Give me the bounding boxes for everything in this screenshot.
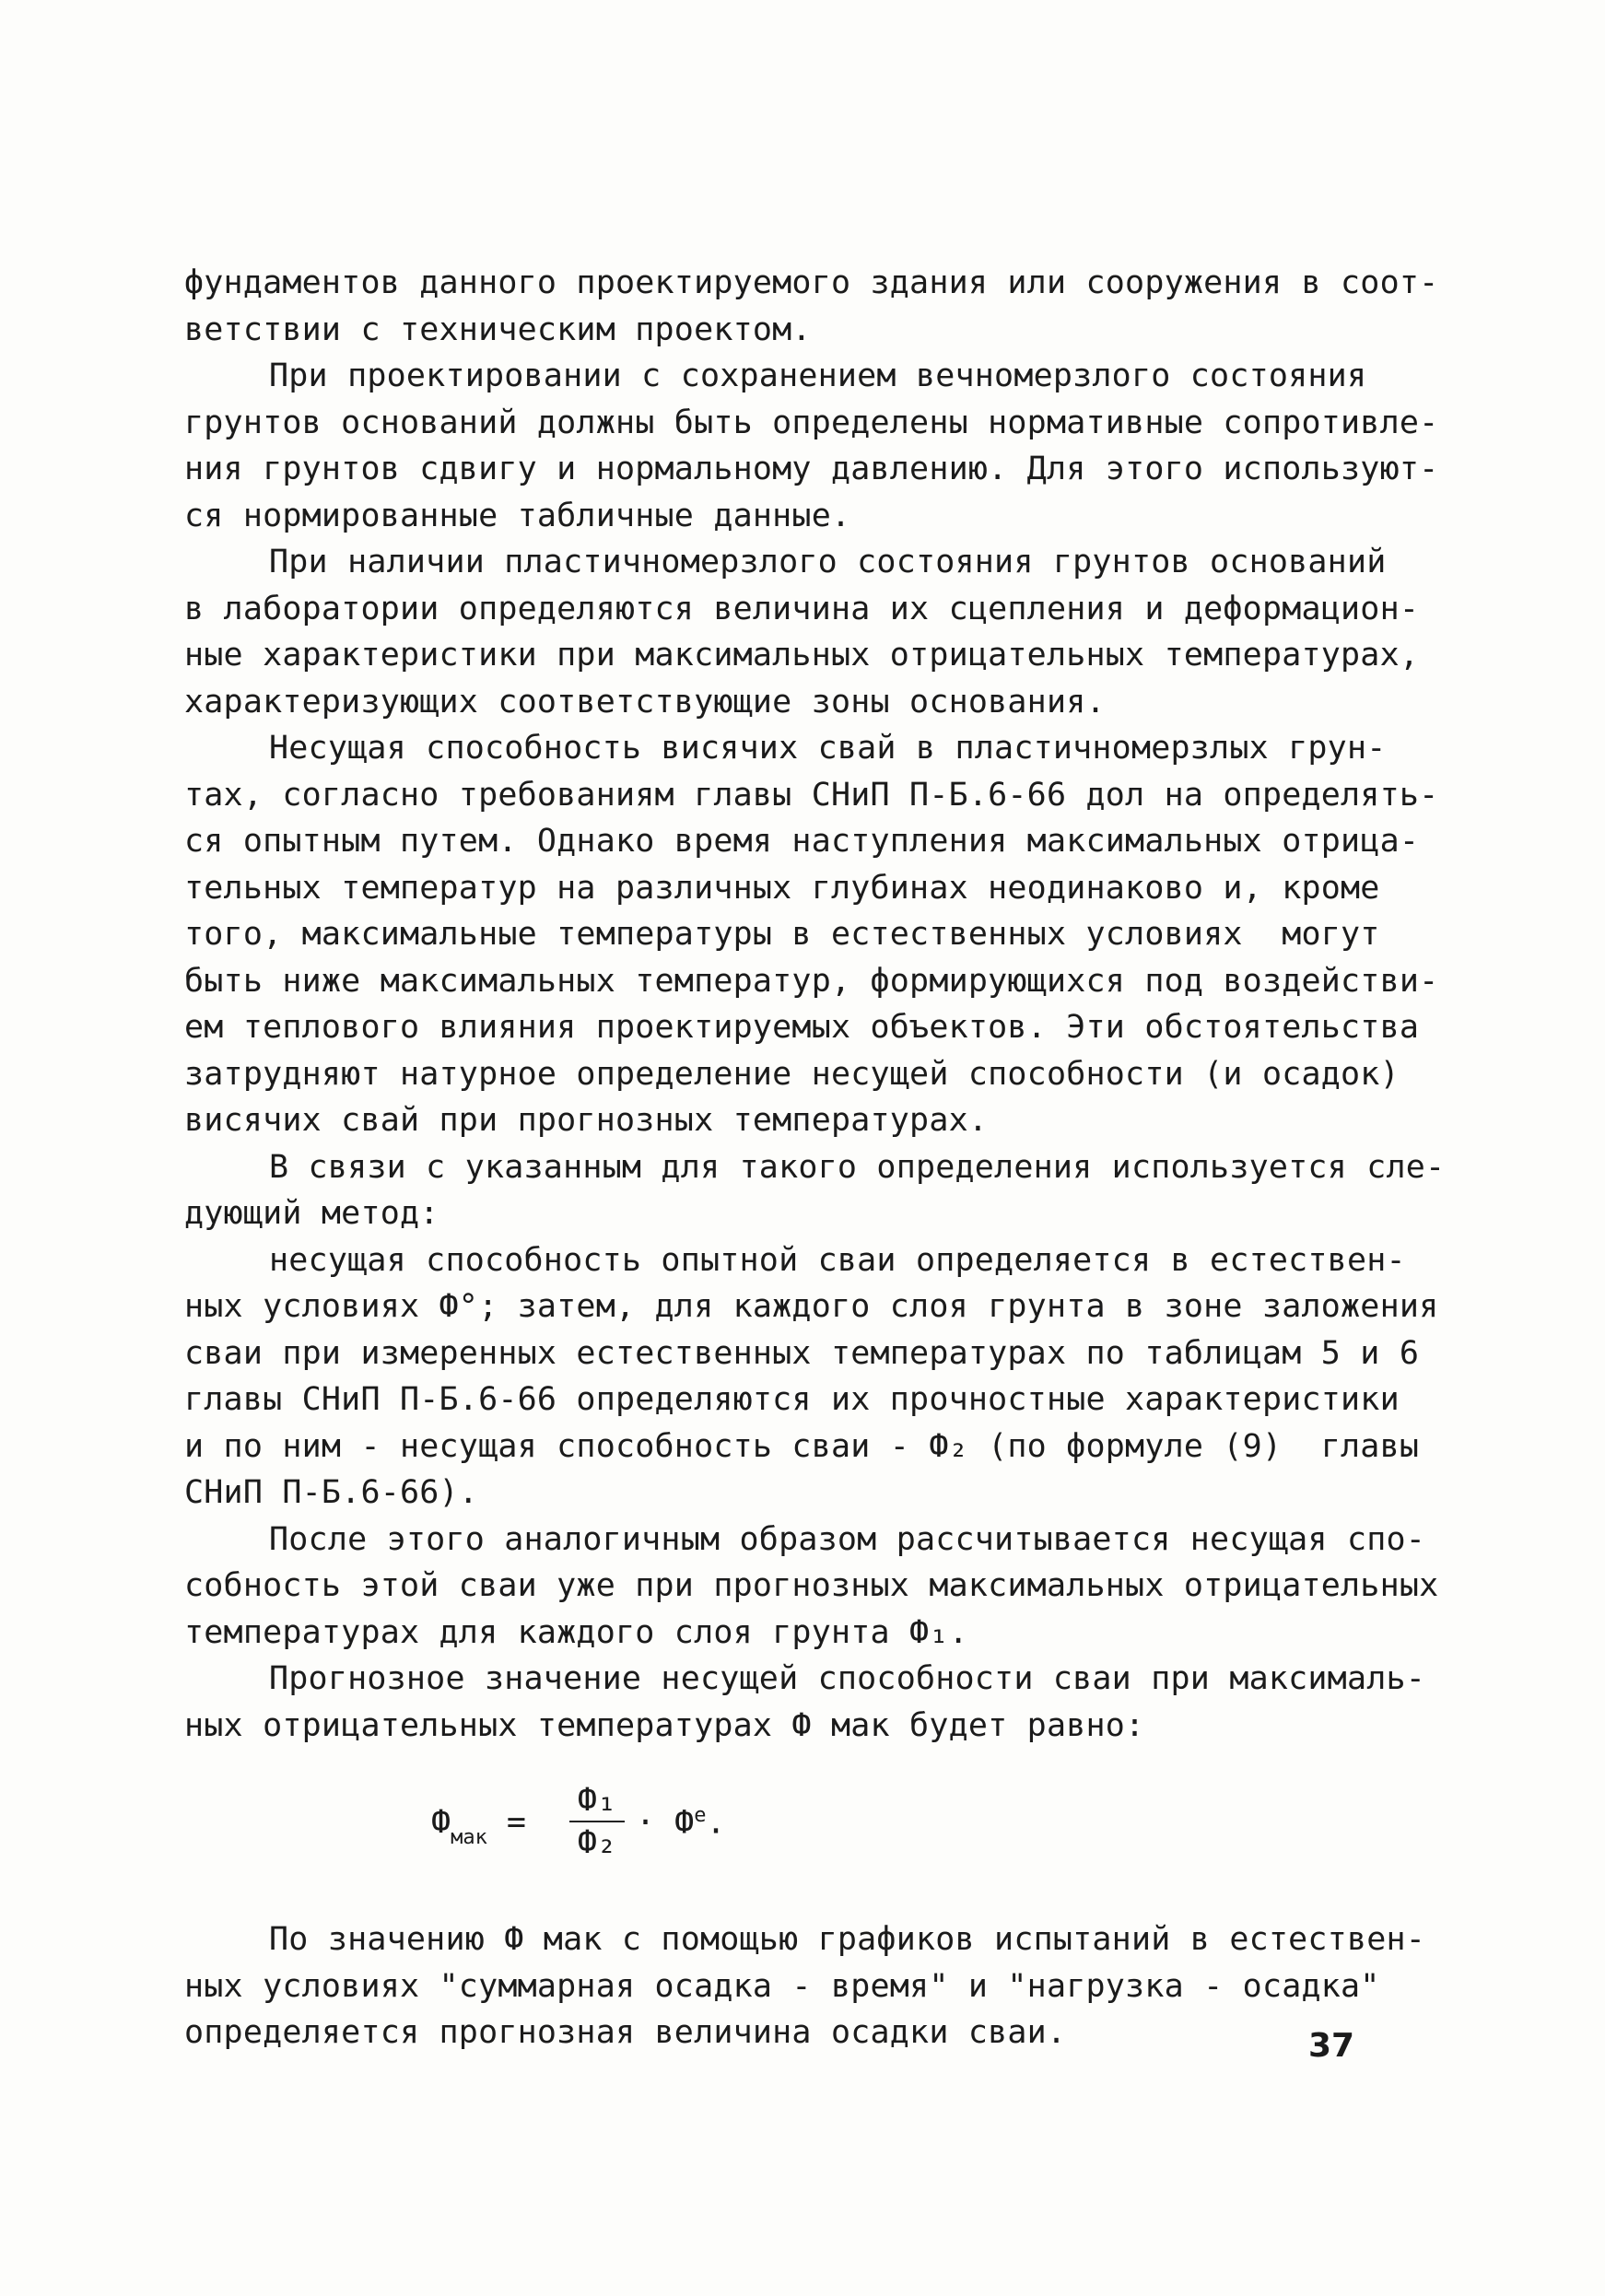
fraction-bar — [569, 1821, 625, 1822]
text-line: ем теплового влияния проектируемых объектов. Эти обстоятельства — [184, 1009, 1420, 1046]
formula-period: . — [706, 1804, 726, 1842]
text-line: ветствии с техническим проектом. — [184, 310, 812, 348]
formula-right — [636, 1804, 726, 1842]
text-line: При наличии пластичномерзлого состояния грунтов оснований — [269, 544, 1387, 580]
formula-left — [431, 1804, 526, 1849]
formula-fraction — [569, 1782, 625, 1861]
text-line: несущая способность опытной сваи определяется в естествен- — [269, 1241, 1406, 1279]
formula-numerator: Ф₁ — [577, 1782, 617, 1819]
formula — [431, 1782, 800, 1892]
formula-denominator: Ф₂ — [577, 1824, 617, 1861]
formula-left-symbol: Ф — [431, 1804, 451, 1841]
text-line: характеризующих соответствующие зоны основания. — [184, 683, 1106, 720]
text-line: Несущая способность висячих свай в пластичномерзлых грун- — [269, 730, 1387, 767]
text-line: определяется прогнозная величина осадки сваи. — [184, 2014, 1067, 2051]
text-line: В связи с указанным для такого определения используется сле- — [269, 1148, 1446, 1186]
text-line: в лаборатории определяются величина их сцепления и деформацион- — [184, 590, 1420, 627]
text-line: дующий метод: — [184, 1195, 439, 1232]
text-line: того, максимальные температуры в естественных условиях могут — [184, 916, 1380, 953]
text-line: главы СНиП П-Б.6-66 определяются их прочностные характеристики — [184, 1381, 1400, 1418]
text-line: ся нормированные табличные данные. — [184, 497, 851, 534]
formula-right-superscript: е — [694, 1804, 707, 1827]
text-line: быть ниже максимальных температур, формирующихся под воздействи- — [184, 962, 1439, 1000]
text-line: сваи при измеренных естественных температурах по таблицам 5 и 6 — [184, 1334, 1420, 1372]
final-paragraph — [184, 1916, 1426, 2056]
text-line: температурах для каждого слоя грунта Ф₁. — [184, 1613, 968, 1651]
text-line: СНиП П-Б.6-66). — [184, 1474, 479, 1511]
formula-right-symbol: Ф — [674, 1804, 695, 1842]
body-text — [184, 260, 1446, 1749]
formula-times: · — [636, 1804, 656, 1842]
text-line: После этого аналогичным образом рассчитывается несущая спо- — [269, 1520, 1426, 1558]
text-line: ся опытным путем. Однако время наступления максимальных отрица- — [184, 823, 1420, 860]
text-line: При проектировании с сохранением вечномерзлого состояния — [269, 357, 1367, 394]
text-line: ные характеристики при максимальных отрицательных температурах, — [184, 637, 1420, 674]
text-line: тах, согласно требованиям главы СНиП П-Б.6-66 дол на определять- — [184, 776, 1439, 814]
text-line: грунтов оснований должны быть определены нормативные сопротивле- — [184, 404, 1439, 441]
formula-equals: = — [506, 1804, 526, 1841]
text-line: ных условиях "суммарная осадка - время" и "нагрузка - осадка" — [184, 1967, 1380, 2005]
text-line: Прогнозное значение несущей способности сваи при максималь- — [269, 1660, 1426, 1697]
text-line: затрудняют натурное определение несущей способности (и осадок) — [184, 1055, 1400, 1093]
text-line: собность этой сваи уже при прогнозных максимальных отрицательных — [184, 1567, 1439, 1604]
text-line: ных условиях Ф°; затем, для каждого слоя грунта в зоне заложения — [184, 1288, 1439, 1325]
formula-left-subscript: мак — [451, 1826, 487, 1849]
text-line: По значению Ф мак с помощью графиков испытаний в естествен- — [269, 1921, 1426, 1958]
text-line: ния грунтов сдвигу и нормальному давлению. Для этого используют- — [184, 451, 1439, 487]
text-line: ных отрицательных температурах Ф мак будет равно: — [184, 1706, 1145, 1744]
page-number: 37 — [1308, 2027, 1355, 2065]
text-line: тельных температур на различных глубинах неодинаково и, кроме — [184, 869, 1380, 907]
text-line: и по ним - несущая способность сваи - Ф₂ (по формуле (9) главы — [184, 1427, 1420, 1465]
text-line: фундаментов данного проектируемого здания или сооружения в соот- — [184, 264, 1439, 301]
text-line: висячих свай при прогнозных температурах. — [184, 1102, 989, 1139]
